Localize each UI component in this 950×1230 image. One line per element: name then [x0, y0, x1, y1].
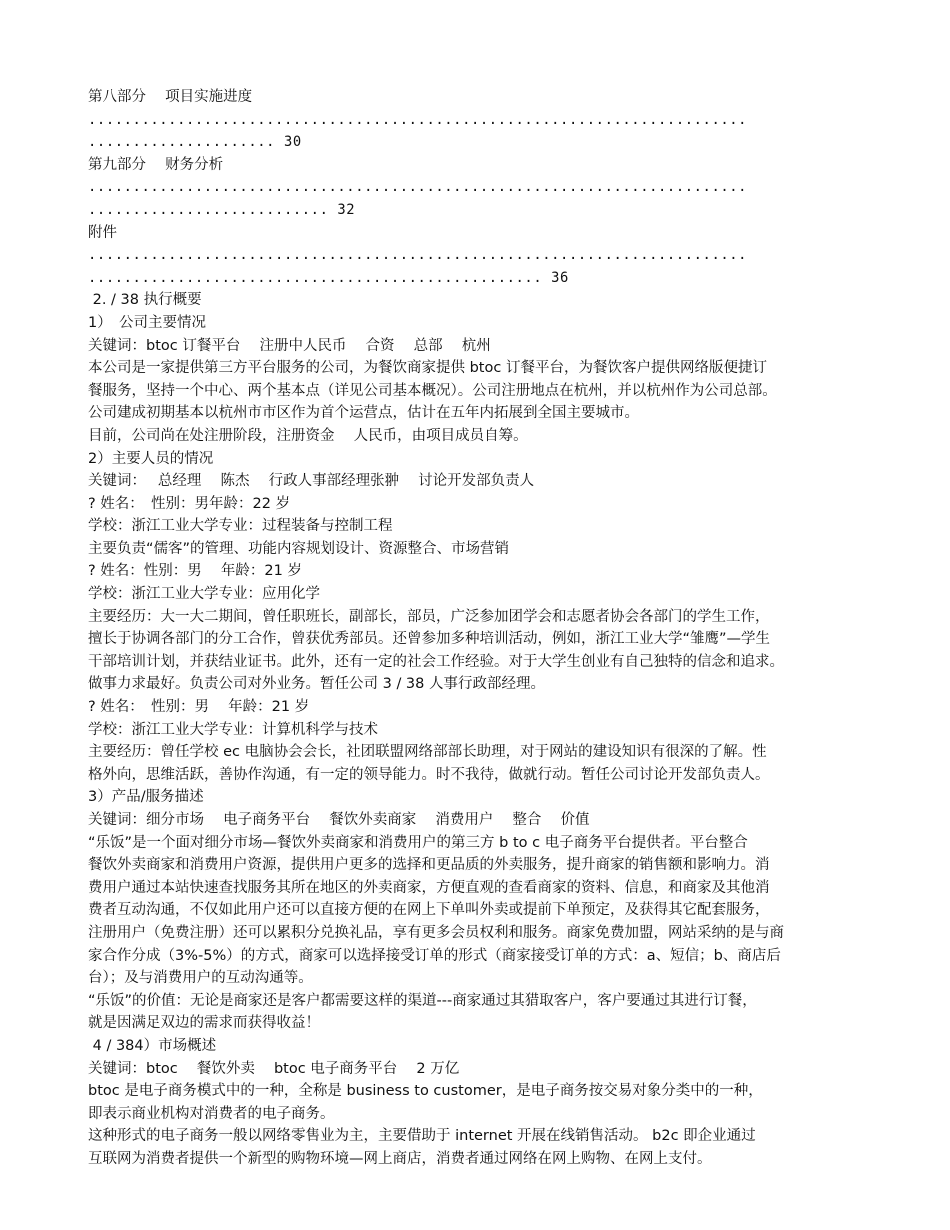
- section-heading: 3）产品/服务描述: [88, 789, 204, 806]
- person-info-line: ? 姓名： 性别：男年龄：22 岁: [88, 495, 291, 512]
- body-text-line: 这种形式的电子商务一般以网络零售业为主，主要借助于 internet 开展在线销售活动。 b2c 即企业通过: [88, 1128, 756, 1145]
- person-info-line: 学校：浙江工业大学专业：应用化学: [88, 586, 320, 603]
- body-text-line: 本公司是一家提供第三方平台服务的公司，为餐饮商家提供 btoc 订餐平台，为餐饮客户提供网络版便捷订: [88, 360, 767, 377]
- body-text-line: 主要经历：曾任学校 ec 电脑协会会长，社团联盟网络部部长助理，对于网站的建设知识有很深的了解。性: [88, 744, 767, 761]
- body-text-line: 主要负责“儒客”的管理、功能内容规划设计、资源整合、市场营销: [88, 540, 510, 557]
- document-page: [88, 86, 868, 1171]
- toc-entry[interactable]: [88, 154, 868, 222]
- person-info-line: 学校：浙江工业大学专业：计算机科学与技术: [88, 721, 378, 738]
- body-text-line: 费者互动沟通，不仅如此用户还可以直接方便的在网上下单叫外卖或提前下单预定，及获得其它配套服务，: [88, 902, 770, 919]
- section-heading: 4 / 384）市场概述: [88, 1037, 217, 1054]
- section-heading: 2. / 38 执行概要: [88, 292, 202, 309]
- keywords-line: 关键词： 总经理 陈杰 行政人事部经理张翀 讨论开发部负责人: [88, 473, 535, 490]
- person-info-line: 学校：浙江工业大学专业：过程装备与控制工程: [88, 518, 393, 535]
- document-body: [88, 289, 868, 1170]
- toc-page-number: ........................... 32: [88, 201, 356, 218]
- toc-title: 第九部分 财务分析: [88, 156, 224, 173]
- body-text-line: 注册用户（免费注册）还可以累积分兑换礼品，享有更多会员权利和服务。商家免费加盟，网站采纳的是与商: [88, 924, 784, 941]
- person-info-line: ? 姓名： 性别：男 年龄：21 岁: [88, 699, 310, 716]
- body-text-line: 即表示商业机构对消费者的电子商务。: [88, 1105, 335, 1122]
- body-text-line: btoc 是电子商务模式中的一种，全称是 business to customer，是电子商务按交易对象分类中的一种，: [88, 1083, 763, 1100]
- toc-entry[interactable]: [88, 222, 868, 290]
- body-text-line: 干部培训计划，并获结业证书。此外，还有一定的社会工作经验。对于大学生创业有自己独特的信念和追求。: [88, 653, 784, 670]
- toc-entry[interactable]: [88, 86, 868, 154]
- body-text-line: 主要经历：大一大二期间，曾任职班长，副部长，部员，广泛参加团学会和志愿者协会各部门的学生工作，: [88, 608, 770, 625]
- body-text-line: 擅长于协调各部门的分工合作，曾获优秀部员。还曾参加多种培训活动，例如，浙江工业大学“雏鹰”—学生: [88, 631, 771, 648]
- section-heading: 1） 公司主要情况: [88, 314, 206, 331]
- body-text-line: 做事力求最好。负责公司对外业务。暂任公司 3 / 38 人事行政部经理。: [88, 676, 545, 693]
- body-text-line: “乐饭”的价值：无论是商家还是客户都需要这样的渠道---商家通过其猎取客户，客户要通过其进行订餐，: [88, 992, 757, 1009]
- toc-title: 第八部分 项目实施进度: [88, 89, 253, 105]
- section-heading: 2）主要人员的情况: [88, 450, 214, 467]
- toc-leader-dots: ..........................................................................: [88, 179, 748, 196]
- toc-title: 附件: [88, 224, 117, 241]
- table-of-contents: [88, 86, 868, 289]
- body-text-line: “乐饭”是一个面对细分市场—餐饮外卖商家和消费用户的第三方 b to c 电子商务平台提供者。平台整合: [88, 834, 748, 851]
- toc-page-number: ..................... 30: [88, 134, 302, 151]
- body-text-line: 目前，公司尚在处注册阶段，注册资金 人民币，由项目成员自筹。: [88, 427, 528, 444]
- person-info-line: ? 姓名：性别：男 年龄：21 岁: [88, 563, 302, 580]
- body-text-line: 台）；及与消费用户的互动沟通等。: [88, 970, 313, 987]
- body-text-line: 就是因满足双边的需求而获得收益！: [88, 1015, 320, 1032]
- toc-leader-dots: ..........................................................................: [88, 111, 748, 128]
- body-text-line: 餐饮外卖商家和消费用户资源，提供用户更多的选择和更品质的外卖服务，提升商家的销售额和影响力。消: [88, 857, 770, 874]
- body-text-line: 互联网为消费者提供一个新型的购物环境—网上商店，消费者通过网络在网上购物、在网上支付。: [88, 1150, 712, 1167]
- toc-leader-dots: ..........................................................................: [88, 247, 748, 264]
- body-text-line: 餐服务，坚持一个中心、两个基本点（详见公司基本概况）。公司注册地点在杭州，并以杭州作为公司总部。: [88, 382, 777, 399]
- keywords-line: 关键词：btoc 订餐平台 注册中人民币 合资 总部 杭州: [88, 337, 491, 354]
- body-text-line: 公司建成初期基本以杭州市市区作为首个运营点，估计在五年内拓展到全国主要城市。: [88, 405, 639, 422]
- toc-page-number: ................................................... 36: [88, 269, 569, 286]
- body-text-line: 费用户通过本站快速查找服务其所在地区的外卖商家，方便直观的查看商家的资料、信息，和商家及其他消: [88, 879, 770, 896]
- body-text-line: 家合作分成（3%-5%）的方式，商家可以选择接受订单的形式（商家接受订单的方式：a、短信；b、商店后: [88, 947, 781, 964]
- body-text-line: 格外向，思维活跃，善协作沟通，有一定的领导能力。时不我待，做就行动。暂任公司讨论开发部负责人。: [88, 766, 770, 783]
- keywords-line: 关键词：btoc 餐饮外卖 btoc 电子商务平台 2 万亿: [88, 1060, 460, 1077]
- keywords-line: 关键词：细分市场 电子商务平台 餐饮外卖商家 消费用户 整合 价值: [88, 812, 590, 828]
